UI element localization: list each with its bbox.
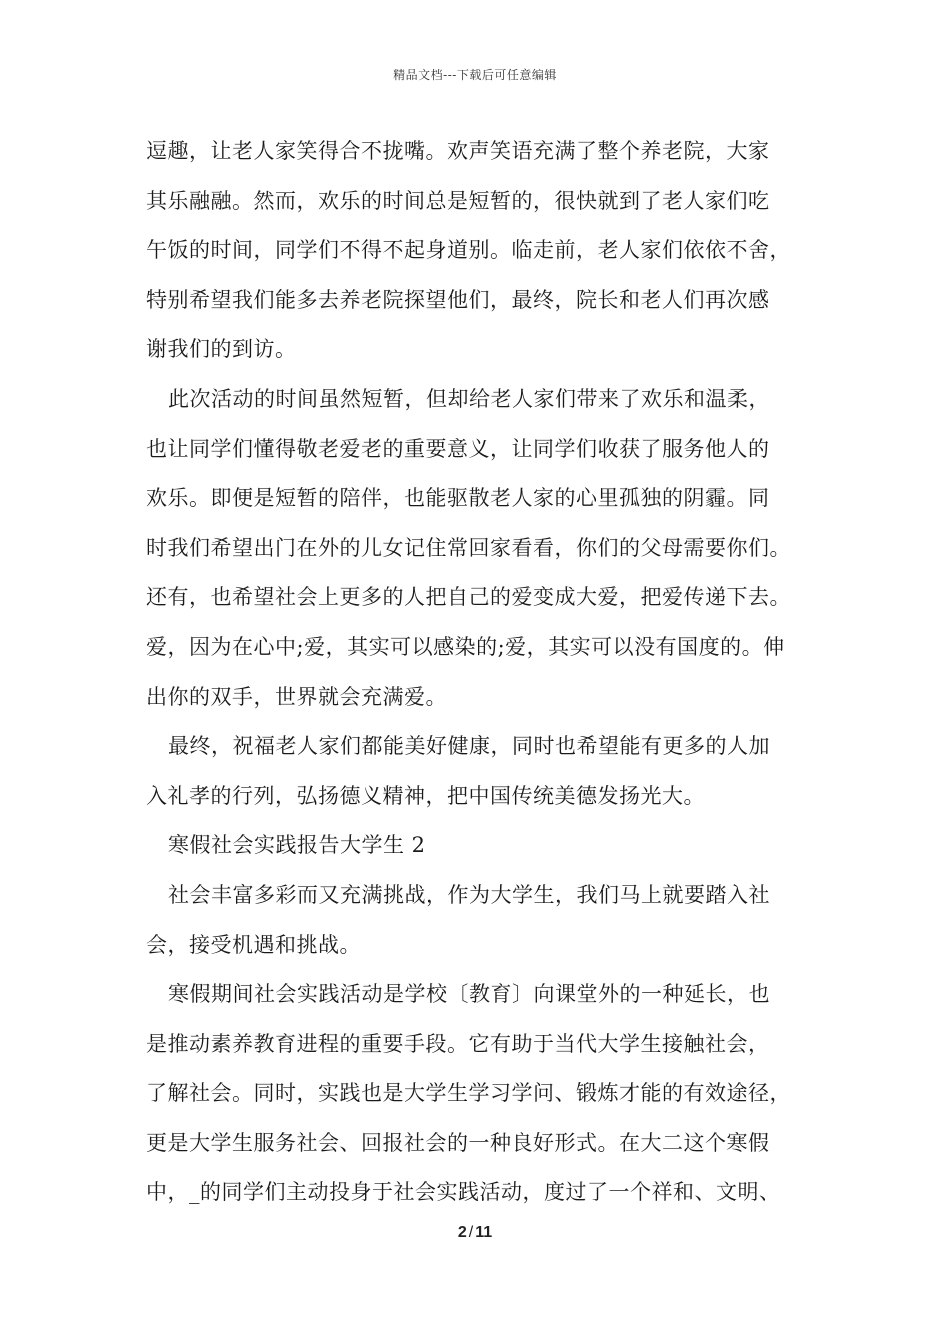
document-body bbox=[146, 127, 826, 1218]
text-line: 会，接受机遇和挑战。 bbox=[146, 932, 361, 957]
text-line: 此次活动的时间虽然短暂，但却给老人家们带来了欢乐和温柔， bbox=[168, 386, 770, 411]
text-line: 特别希望我们能多去养老院探望他们，最终，院长和老人们再次感 bbox=[146, 287, 770, 312]
text-line: 寒假社会实践报告大学生 2 bbox=[168, 833, 426, 858]
text-line: 也让同学们懂得敬老爱老的重要意义，让同学们收获了服务他人的 bbox=[146, 436, 770, 461]
total-pages: 11 bbox=[475, 1224, 493, 1241]
text-line: 寒假期间社会实践活动是学校〔教育〕向课堂外的一种延长，也 bbox=[168, 982, 770, 1007]
page-number bbox=[0, 1224, 950, 1242]
text-line: 出你的双手，世界就会充满爱。 bbox=[146, 684, 447, 709]
page-separator: / bbox=[468, 1224, 474, 1241]
text-line: 其乐融融。然而，欢乐的时间总是短暂的，很快就到了老人家们吃 bbox=[146, 188, 770, 213]
text-line: 了解社会。同时，实践也是大学生学习学问、锻炼才能的有效途径， bbox=[146, 1081, 791, 1106]
text-line: 更是大学生服务社会、回报社会的一种良好形式。在大二这个寒假 bbox=[146, 1130, 770, 1155]
text-line: 谢我们的到访。 bbox=[146, 337, 297, 362]
text-line: 午饭的时间，同学们不得不起身道别。临走前，老人家们依依不舍， bbox=[146, 238, 791, 263]
text-line: 社会丰富多彩而又充满挑战，作为大学生，我们马上就要踏入社 bbox=[168, 882, 770, 907]
current-page: 2 bbox=[457, 1224, 467, 1241]
text-line: 爱，因为在心中;爱，其实可以感染的;爱，其实可以没有国度的。伸 bbox=[146, 634, 785, 659]
page-header: 精品文档---下载后可任意编辑 bbox=[393, 68, 557, 82]
text-line: 是推动素养教育进程的重要手段。它有助于当代大学生接触社会， bbox=[146, 1031, 770, 1056]
text-line: 入礼孝的行列，弘扬德义精神，把中国传统美德发扬光大。 bbox=[146, 783, 705, 808]
text-line: 最终，祝福老人家们都能美好健康，同时也希望能有更多的人加 bbox=[168, 734, 770, 759]
text-line: 欢乐。即便是短暂的陪伴，也能驱散老人家的心里孤独的阴霾。同 bbox=[146, 486, 770, 511]
text-line: 时我们希望出门在外的儿女记住常回家看看，你们的父母需要你们。 bbox=[146, 535, 791, 560]
text-line: 中，_的同学们主动投身于社会实践活动，度过了一个祥和、文明、 bbox=[146, 1180, 781, 1205]
text-line: 逗趣，让老人家笑得合不拢嘴。欢声笑语充满了整个养老院，大家 bbox=[146, 139, 770, 163]
text-line: 还有，也希望社会上更多的人把自己的爱变成大爱，把爱传递下去。 bbox=[146, 585, 791, 610]
